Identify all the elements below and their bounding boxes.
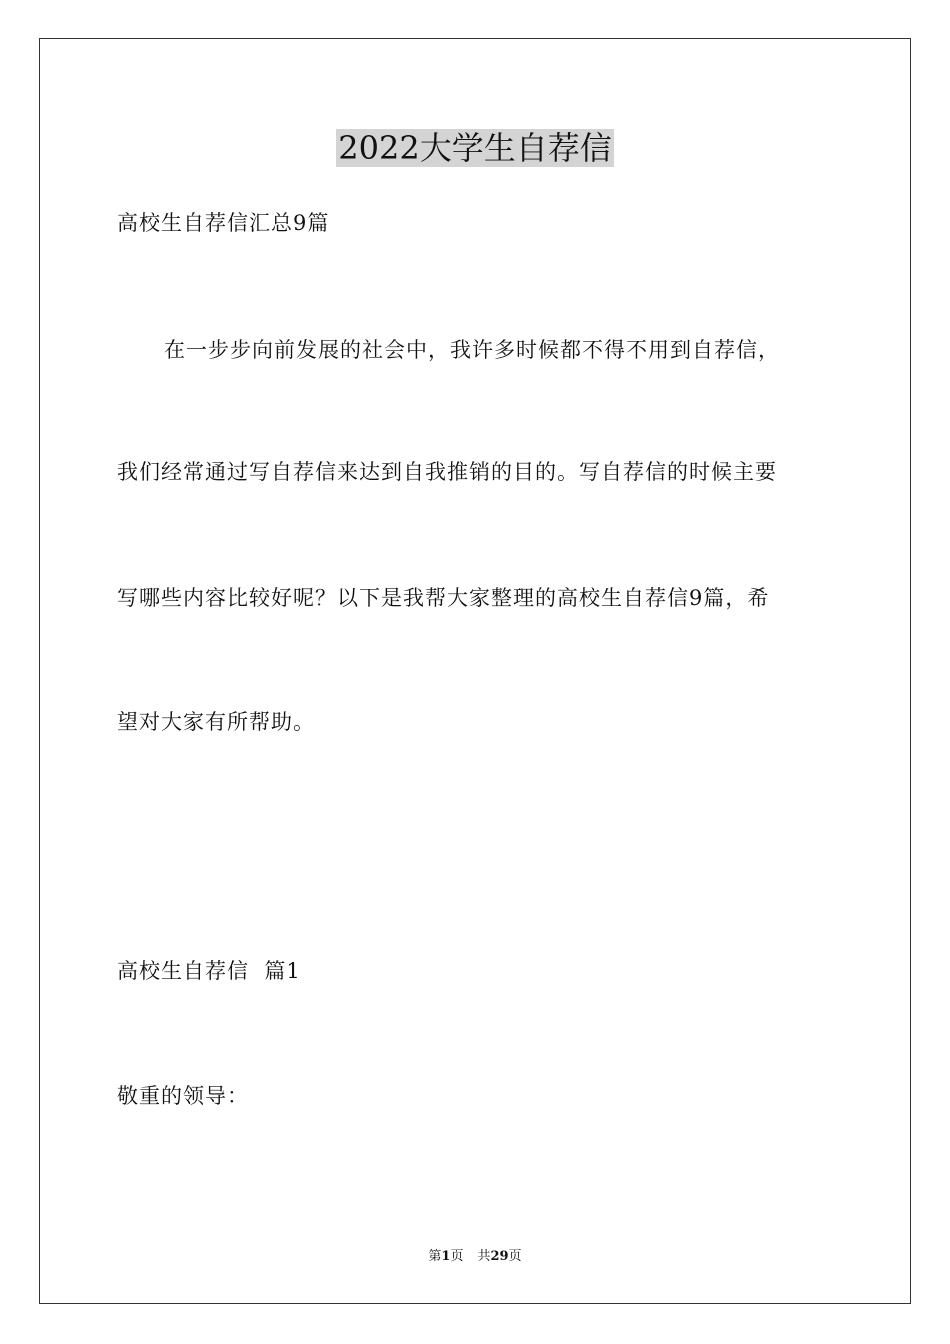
- salutation: 敬重的领导：: [117, 1084, 249, 1108]
- title-highlight: 2022大学生自荐信: [338, 129, 612, 167]
- footer-page-prefix: 第: [428, 1249, 442, 1264]
- footer-page-suffix: 页: [450, 1249, 464, 1264]
- page-footer: [0, 1247, 950, 1267]
- paragraph-line-3: 写哪些内容比较好呢？以下是我帮大家整理的高校生自荐信9篇，希: [117, 586, 770, 610]
- document-title: [0, 126, 950, 170]
- document-subtitle: 高校生自荐信汇总9篇: [117, 211, 330, 235]
- paragraph-line-2: 我们经常通过写自荐信来达到自我推销的目的。写自荐信的时候主要: [117, 460, 777, 484]
- paragraph-line-4: 望对大家有所帮助。: [117, 710, 315, 734]
- footer-total-pages: 29: [490, 1249, 509, 1264]
- section-heading: 高校生自荐信 篇1: [117, 959, 301, 983]
- footer-page-number: 1: [441, 1249, 451, 1264]
- footer-total-prefix: 共: [477, 1249, 491, 1264]
- footer-total-suffix: 页: [508, 1249, 522, 1264]
- paragraph-line-1: 在一步步向前发展的社会中，我许多时候都不得不用到自荐信，: [164, 338, 780, 362]
